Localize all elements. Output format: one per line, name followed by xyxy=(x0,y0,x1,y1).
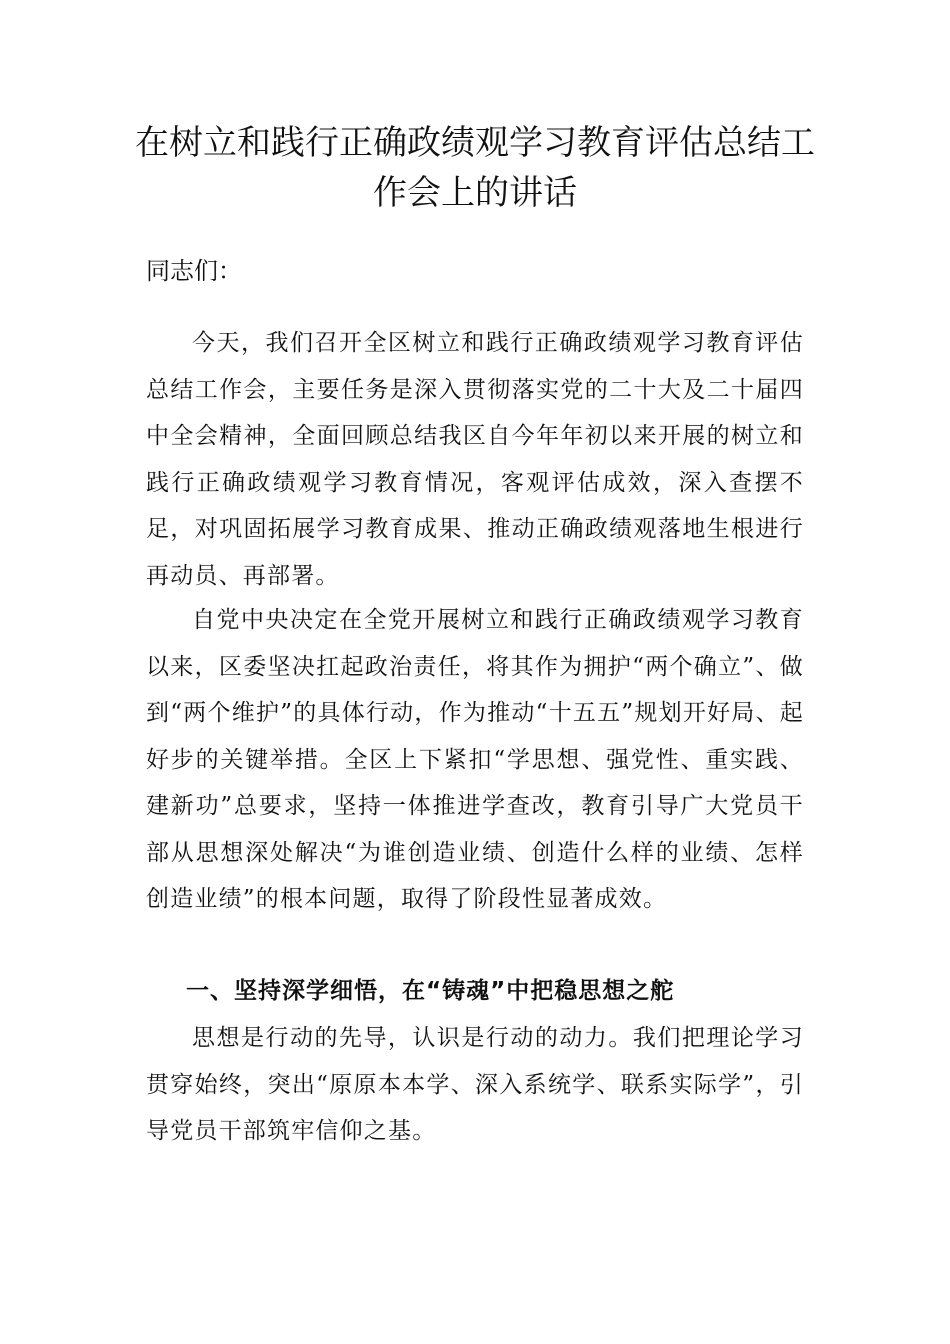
paragraph-intro: 今天，我们召开全区树立和践行正确政绩观学习教育评估总结工作会，主要任务是深入贯彻落实党的二十大及二十届四中全会精神，全面回顾总结我区自今年年初以来开展的树立和践行正确政绩观学习教育情况，客观评估成效，深入查摆不足，对巩固拓展学习教育成果、推动正确政绩观落地生根进行再动员、再部署。 xyxy=(146,330,804,589)
section-heading: 一、坚持深学细悟，在“铸魂”中把稳思想之舵 xyxy=(186,978,675,1004)
paragraph-section-one: 思想是行动的先导，认识是行动的动力。我们把理论学习贯穿始终，突出“原原本本学、深入系统学、联系实际学”，引导党员干部筑牢信仰之基。 xyxy=(146,1025,804,1144)
document-title: 在树立和践行正确政绩观学习教育评估总结工作会上的讲话 xyxy=(135,123,815,213)
paragraph-background: 自党中央决定在全党开展树立和践行正确政绩观学习教育以来，区委坚决扛起政治责任，将其作为拥护“两个确立”、做到“两个维护”的具体行动，作为推动“十五五”规划开好局、起好步的关键举措。全区上下紧扣“学思想、强党性、重实践、建新功”总要求，坚持一体推进学查改，教育引导广大党员干部从思想深处解决“为谁创造业绩、创造什么样的业绩、怎样创造业绩”的根本问题，取得了阶段性显著成效。 xyxy=(146,607,804,912)
salutation: 同志们： xyxy=(146,257,242,285)
